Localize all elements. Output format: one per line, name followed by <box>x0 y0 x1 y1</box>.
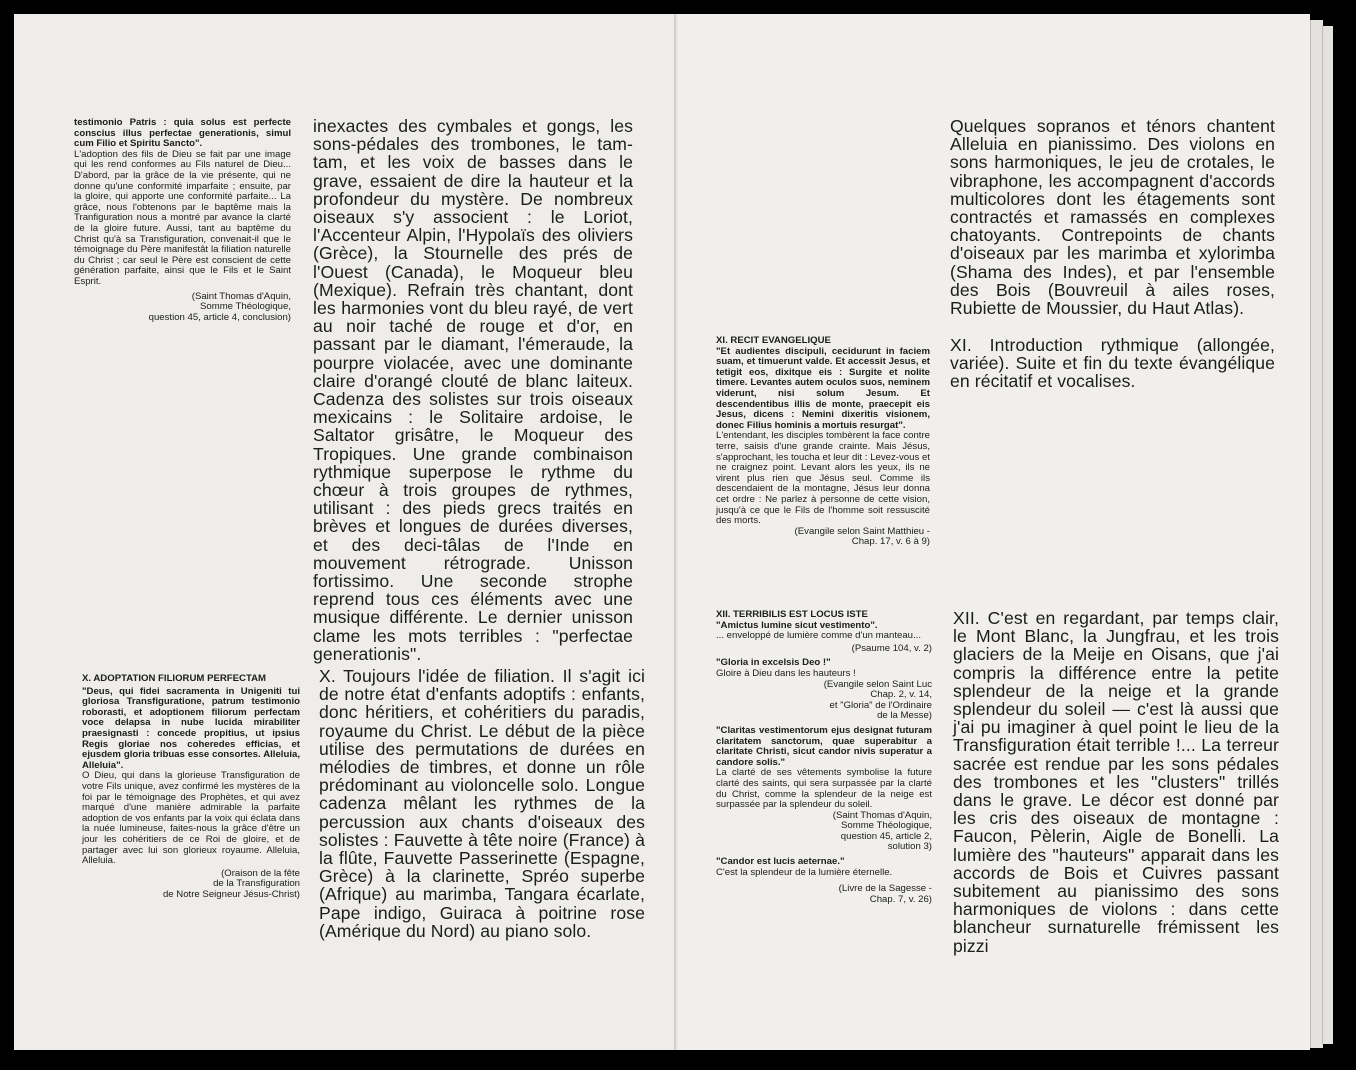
citation-line: de la Messe) <box>877 710 932 722</box>
note-text: La clarté de ses vêtements symbolise la future clarté des saints, qui sera surpassée par la clarté du Christ, comme la splendeur de la neige est surpassée par la splendeur du soleil. <box>716 767 932 811</box>
note-text: C'est la splendeur de la lumière éternelle. <box>716 866 893 878</box>
right-commentary-2 <box>950 336 1275 391</box>
right-note-xii <box>716 610 932 905</box>
commentary-text: XII. C'est en regardant, par temps clair, le Mont Blanc, la Jungfrau, et les trois glaciers de la Meije en Oisans, que j'ai compris la différence entre la petite splendeur de la neige et la grande splendeur du soleil — c'est là aussi que j'ai pu imaginer à quel point le lieu de la Transfiguration était terrible !... La terreur sacrée est rendue par les sons pédales des trombones et les "clusters" trillés dans le grave. Le décor est donné par les cris des oiseaux de montagne : Faucon, Pèlerin, Aigle de Bonelli. La lumière des "hauteurs" apparait dans les accords de Bois et Cuivres passant subitement au pianissimo des sons harmoniques de violons : dans cette blancheur surnaturelle frémissent les pizzi <box>953 608 1279 956</box>
citation-line: et "Gloria" de l'Ordinaire <box>829 699 932 711</box>
latin-quote: "Gloria in excelsis Deo !" <box>716 657 831 669</box>
section-heading: XI. RECIT EVANGELIQUE <box>716 335 831 346</box>
book-gutter <box>674 14 678 1050</box>
note-text: O Dieu, qui dans la glorieuse Transfiguration de votre Fils unique, avez confirmé les mystères de la foi par le témoignage des Prophètes, et qui avez marqué d'une manière admirable la parfaite adoption de vos enfants par la voix qui éclata dans la nuée lumineuse, faites-nous la grâce d'être un jour les cohéritiers de ce Roi de gloire, et de partager avec lui son glorieux royaume. Alleluia, Alleluia. <box>82 770 300 867</box>
citation-line: de la Transfiguration <box>213 878 300 890</box>
left-commentary-2 <box>319 667 645 940</box>
latin-quote: "Deus, qui fidei sacramenta in Unigeniti tui gloriosa Transfiguratione, patrum testimonio roborasti, et adoptionem filiorum perfectam voce delapsa in nube lucida mirabiliter praesignasti : concede propitius, ut ipsius Regis gloriae nos coheredes efficias, et ejusdem gloria tribuas esse consortes. Alleluia, Alleluia". <box>82 685 300 771</box>
right-commentary-3 <box>953 609 1279 955</box>
latin-quote: "Candor est lucis aeternae." <box>716 856 845 868</box>
right-commentary-1 <box>950 117 1275 317</box>
citation-line: Chap. 17, v. 6 à 9) <box>851 536 930 548</box>
citation-line: Chap. 7, v. 26) <box>869 893 932 905</box>
latin-quote: testimonio Patris : quia solus est perfecte conscius illus perfectae generationis, simul cum Filio et Spiritu Sancto". <box>74 117 291 150</box>
citation-line: (Evangile selon Saint Luc <box>823 678 932 690</box>
citation-line: Somme Théologique, <box>199 301 291 313</box>
citation-line: (Saint Thomas d'Aquin, <box>191 290 291 302</box>
page-edge <box>1322 26 1333 1044</box>
note-text: L'adoption des fils de Dieu se fait par une image qui les rend conformes au Fils naturel de Dieu... D'abord, par la grâce de la vie présente, qui ne donne qu'une conformité imparfaite ; ensuite, par la gloire, qui apporte une conformité parfaite... La grâce, nous l'obtenons par le baptême mais la Tranfiguration nous a montré par avance la clarté de la gloire future. Aussi, tant au baptême du Christ qu'à sa Transfiguration, convenait-il que le témoignage du Père manifestât la filiation naturelle du Christ ; car seul le Père est conscient de cette génération parfaite, ainsi que le Fils et le Saint Esprit. <box>74 148 291 287</box>
citation-line: Chap. 2, v. 14, <box>870 689 932 701</box>
note-text: L'entendant, les disciples tombèrent la face contre terre, saisis d'une grande crainte. Mais Jésus, s'approchant, les toucha et leur dit : Levez-vous et ne craignez point. Levant alors les yeux, ils ne virent plus rien que Jésus seul. Comme ils descendaient de la montagne, Jésus leur donna cet ordre : Ne parlez à personne de cette vision, jusqu'à ce que le Fils de l'homme soit ressuscité des morts. <box>716 430 930 527</box>
commentary-text: Quelques sopranos et ténors chantent Alleluia en pianissimo. Des violons en sons harmoniques, le jeu de crotales, le vibraphone, les accompagnent d'accords multicolores dont les étagements sont contractés et ramassés en complexes chatoyants. Contrepoints de chants d'oiseaux par les marimba et xylorimba (Shama des Indes), et par l'ensemble des Bois (Bouvreuil à ailes roses, Rubiette de Moussier, du Haut Atlas). <box>950 116 1275 319</box>
citation-line: de Notre Seigneur Jésus-Christ) <box>162 888 300 900</box>
note-text: ... enveloppé de lumière comme d'un manteau... <box>716 630 922 642</box>
left-note-x <box>82 674 300 900</box>
left-note-thomas <box>74 118 291 323</box>
citation-line: (Evangile selon Saint Matthieu - <box>794 525 930 537</box>
citation-line: question 45, article 4, conclusion) <box>148 311 291 323</box>
left-commentary-1 <box>313 117 633 663</box>
citation-line: (Psaume 104, v. 2) <box>851 642 932 654</box>
citation-line: question 45, article 2, <box>840 830 932 842</box>
note-text: Gloire à Dieu dans les hauteurs ! <box>716 667 856 679</box>
citation-line: (Saint Thomas d'Aquin, <box>832 809 932 821</box>
citation-line: (Oraison de la fête <box>221 867 300 879</box>
citation-line: (Livre de la Sagesse - <box>838 883 932 895</box>
commentary-text: XI. Introduction rythmique (allongée, variée). Suite et fin du texte évangélique en récitatif et vocalises. <box>950 335 1275 392</box>
citation-line: Somme Théologique, <box>840 820 932 832</box>
section-heading: X. ADOPTATION FILIORUM PERFECTAM <box>82 673 267 684</box>
commentary-text: X. Toujours l'idée de filiation. Il s'agit ici de notre état d'enfants adoptifs : enfants, donc héritiers, et cohéritiers du paradis, royaume du Christ. Le début de la pièce utilise des permutations de durées en mélodies de timbres, et donne un rôle prédominant au violoncelle solo. Longue cadenza mêlant les rythmes de la percussion aux chants d'oiseaux des solistes : Fauvette à tête noire (France) à la flûte, Fauvette Passerinette (Espagne, Grèce) à la clarinette, Spréo superbe (Afrique) au marimba, Tangara écarlate, Pape indigo, Guiraca à poitrine rose (Amérique du Nord) au piano solo. <box>319 666 645 941</box>
citation-line: solution 3) <box>887 841 932 853</box>
latin-quote: "Amictus lumine sicut vestimento". <box>716 619 878 631</box>
right-note-xi <box>716 336 930 548</box>
latin-quote: "Claritas vestimentorum ejus designat futuram claritatem sanctorum, quae superabitur a claritate Christi, sicut candor nivis superatur a candore solis." <box>716 724 932 768</box>
latin-quote: "Et audientes discipuli, cecidurunt in faciem suam, et timuerunt valde. Et accessit Jesus, et tetigit eos, dixitque eis : Surgite et nolite timere. Levantes autem oculos suos, neminem viderunt, nisi solum Jesum. Et descendentibus illis de monte, praecepit eis Jesus, dicens : Nemini dixeritis visionem, donec Filius hominis a mortuis resurgat". <box>716 345 930 431</box>
commentary-text: inexactes des cymbales et gongs, les sons-pédales des trombones, le tam-tam, et les voix de basses dans le grave, essaient de dire la hauteur et la profondeur du mystère. De nombreux oiseaux s'y associent : le Loriot, l'Accenteur Alpin, l'Hypolaïs des oliviers (Grèce), la Stournelle des prés de l'Ouest (Canada), le Moqueur bleu (Mexique). Refrain très chantant, dont les harmonies vont du bleu rayé, de vert au noir taché de rouge et d'or, en passant par le diamant, l'émeraude, la pourpre violacée, avec une dominante claire d'orangé clouté de blanc laiteux. Cadenza des solistes sur trois oiseaux mexicains : le Solitaire ardoise, le Saltator grisâtre, le Moqueur des Tropiques. Une grande combinaison rythmique superpose le rythme du chœur à trois groupes de rythmes, utilisant : des pieds grecs traités en brèves et longues de durées diverses, et des deci-tâlas de l'Inde en mouvement rétrograde. Unisson fortissimo. Une seconde strophe reprend tous ces éléments avec une musique différente. Le dernier unisson clame les mots terribles : "perfectae generationis". <box>313 116 633 664</box>
section-heading: XII. TERRIBILIS EST LOCUS ISTE <box>716 609 868 620</box>
